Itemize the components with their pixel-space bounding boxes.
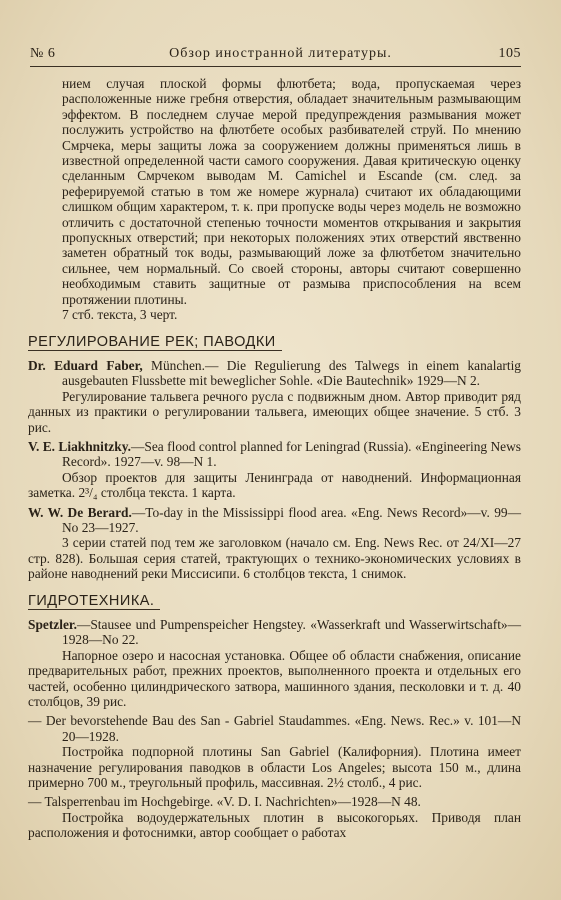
bibliography-entry	[28, 794, 521, 840]
entry-citation: — Der bevorstehende Bau des San - Gabriel Staudammes. «Eng. News. Rec.» v. 101—N 20—1928.	[28, 713, 521, 744]
running-title: Обзор иностранной литературы.	[169, 46, 392, 61]
entry-author: V. E. Liakhnitzky.	[28, 438, 131, 454]
entry-summary: 3 серии статей под тем же заголовком (начало см. Eng. News Rec. от 24/XI—27 стр. 828). Большая серия статей, трактующих о технико-экономических условиях в районе наводнений реки Миссисипи. 6 столбцов текста, 1 снимок.	[28, 535, 521, 582]
entry-citation	[28, 617, 521, 648]
page-body	[28, 76, 521, 841]
entry-author: W. W. De Berard.	[28, 504, 132, 520]
bibliography-entry	[28, 439, 521, 501]
entry-author: Dr. Eduard Faber,	[28, 357, 143, 373]
bibliography-entry	[28, 505, 521, 582]
entry-author: Spetzler.	[28, 617, 77, 632]
page-header	[30, 46, 521, 66]
entry-citation	[28, 358, 521, 389]
intro-paragraph: нием случая плоской формы флютбета; вода, пропускаемая через расположенные ниже гребня отверстия, обладает значительным размывающим эффектом. В последнем случае мерой предупреждения размывания может послужить устройство на флютбете особых разбивателей струй. По мнению Смрчека, меры защиты ложа за сооружением должны применяться лишь в известной определенной части самого сооружения. Давая критическую оценку сделанным Смрчеком выводам M. Camichel и Escande (см. след. за реферируемой статью в том же номере журнала) считают их обладающими слишком общим характером, т. к. при пропуске воды через модель не возможно отличить с достаточной степенью точности моментов открывания и закрытия пропускных отверстий; при некоторых положениях этих отверстий явственно заметен обратный ток воды, размывающий ложе за флютбетом значительно сильнее, чем нормальный. Со своей стороны, авторы считают совершенно необходимым ставить защитные от размыва приспособления на всем протяжении плотины.	[62, 76, 521, 307]
section-heading	[28, 335, 521, 350]
header-rule	[30, 66, 521, 67]
entry-citation	[28, 439, 521, 470]
entry-summary: Напорное озеро и насосная установка. Общее об области снабжения, описание предварительных работ, прежних проектов, выполненного проекта и отдельных его частей, особенно цилиндрического затвора, машинного здания, песколовки и т. д. 40 столбцов, 39 рис.	[28, 647, 521, 710]
entry-citation-text: —Sea flood control planned for Leningrad (Russia). «Engineering News Record». 1927—v. 98—N 1.	[62, 438, 522, 470]
entry-citation: — Talsperrenbau im Hochgebirge. «V. D. I. Nachrichten»—1928—N 48.	[28, 794, 421, 810]
page-number: 105	[498, 46, 521, 61]
bibliography-entry	[28, 617, 521, 709]
intro-tail: 7 стб. текста, 3 черт.	[62, 307, 178, 323]
issue-number: № 6	[30, 46, 56, 61]
entry-summary: Обзор проектов для защиты Ленинграда от наводнений. Информационная заметка. 2³/₄ столбца текста. 1 карта.	[28, 469, 521, 501]
entry-summary: Постройка подпорной плотины San Gabriel (Калифорния). Плотина имеет назначение регулирования паводков в области Los Angeles; высота 150 м., длина примерно 700 м., треугольный профиль, массивная. 2½ столб., 4 рис.	[28, 744, 521, 791]
bibliography-entry	[28, 358, 521, 435]
bibliography-entry	[28, 713, 521, 790]
entry-citation-text: München.— Die Regulierung des Talwegs in einem kanalartig ausgebauten Flussbette mit beweglicher Sohle. «Die Bautechnik» 1929—N 2.	[62, 357, 522, 389]
section-heading	[28, 594, 521, 609]
section-heading-text: ГИДРОТЕХНИКА.	[28, 593, 160, 610]
entry-citation-text: —Stausee und Pumpenspeicher Hengstey. «Wasserkraft und Wasserwirtschaft»—1928—No 22.	[62, 617, 521, 648]
section-heading-text: РЕГУЛИРОВАНИЕ РЕК; ПАВОДКИ	[28, 334, 282, 351]
entry-summary: Постройка водоудержательных плотин в высокогорьях. Приводя план расположения и фотоснимки, автор сообщает о работах	[28, 809, 521, 841]
entry-citation	[28, 505, 521, 536]
entry-summary: Регулирование тальвега речного русла с подвижным дном. Автор приводит ряд данных из практики о регулировании тальвега, имеющих общее значение. 5 стб. 3 рис.	[28, 388, 521, 435]
entry-citation-text: —To-day in the Mississippi flood area. «Eng. News Record»—v. 99—No 23—1927.	[62, 504, 521, 535]
